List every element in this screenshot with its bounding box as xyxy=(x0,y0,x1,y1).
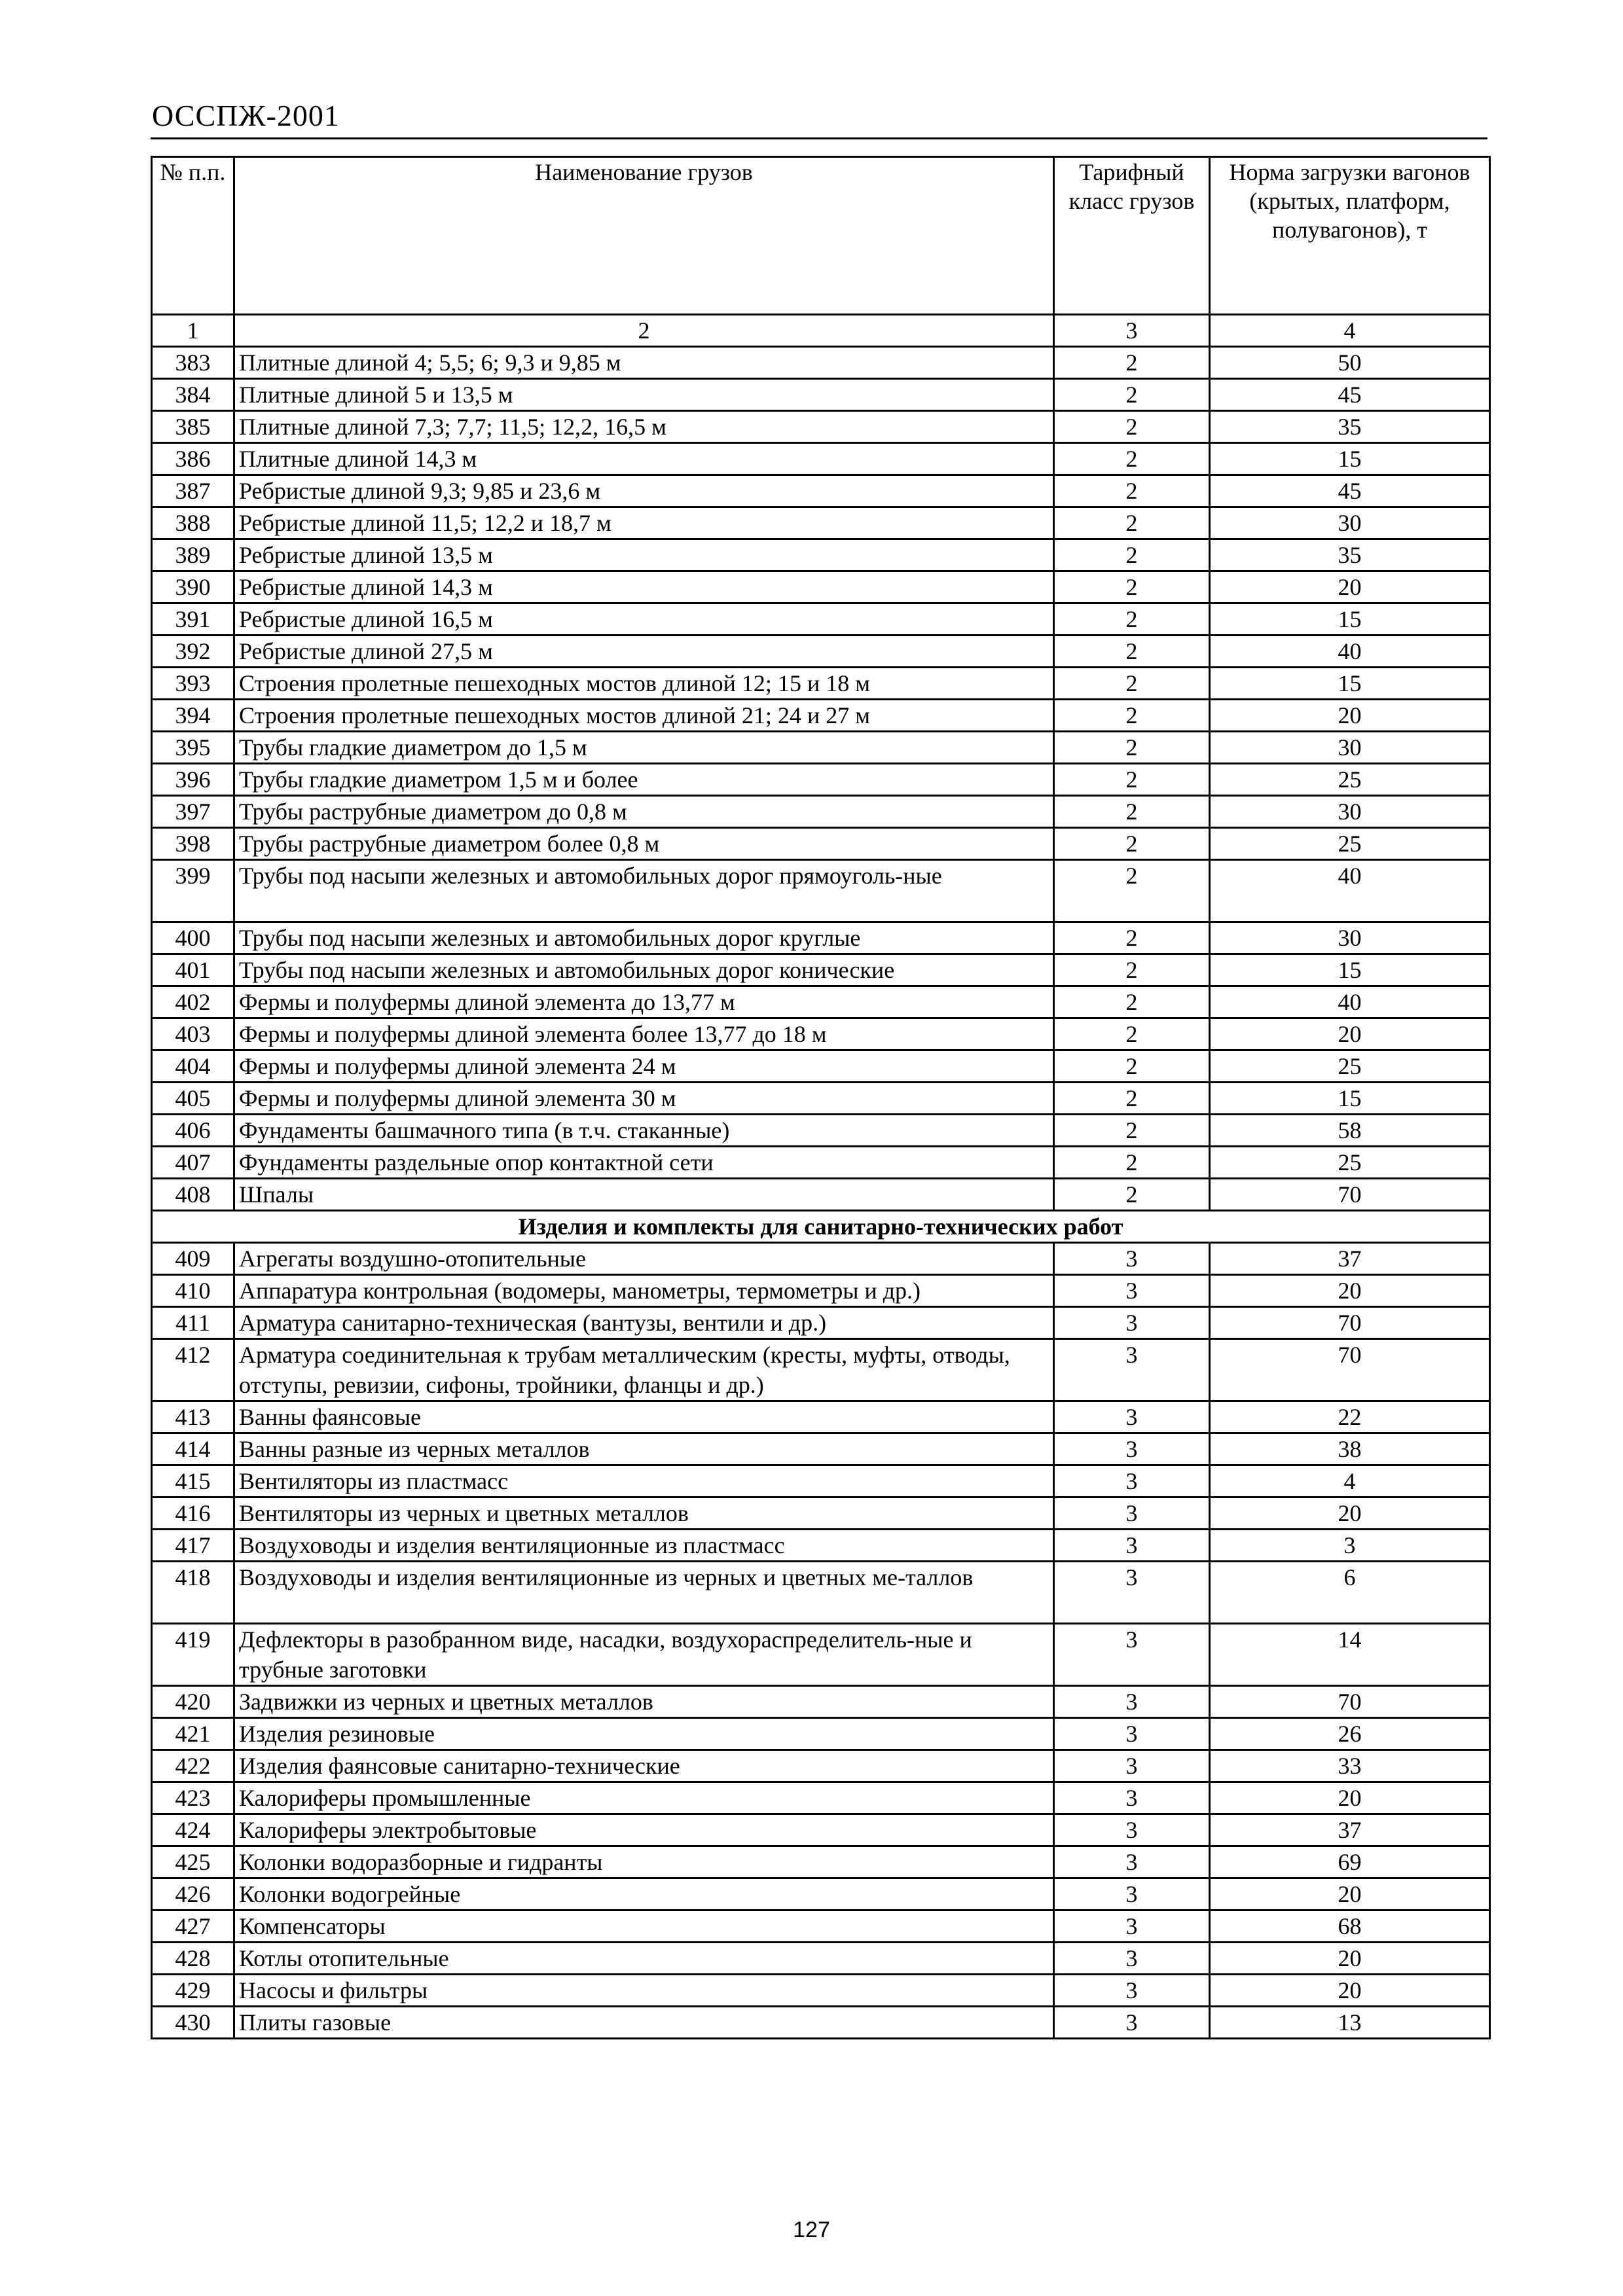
cargo-name-cell: Фермы и полуфермы длиной элемента 30 м xyxy=(234,1083,1054,1115)
row-number-cell: 421 xyxy=(152,1718,234,1750)
table-row xyxy=(152,539,1490,571)
tariff-class-cell: 2 xyxy=(1054,1115,1210,1147)
table-row xyxy=(152,1782,1490,1814)
row-number-cell: 424 xyxy=(152,1814,234,1846)
row-number-cell: 398 xyxy=(152,828,234,860)
cargo-name-cell: Аппаратура контрольная (водомеры, манометры, термометры и др.) xyxy=(234,1275,1054,1307)
tariff-class-cell: 2 xyxy=(1054,796,1210,828)
section-header-row xyxy=(152,1211,1490,1243)
column-header-load-norm: Норма загрузки вагонов (крытых, платформ, полувагонов), т xyxy=(1210,157,1490,315)
table-row xyxy=(152,922,1490,954)
cargo-name-cell: Насосы и фильтры xyxy=(234,1975,1054,2007)
row-number-cell: 427 xyxy=(152,1910,234,1943)
row-number-cell: 402 xyxy=(152,986,234,1018)
load-norm-cell: 20 xyxy=(1210,1498,1490,1530)
row-number-cell: 416 xyxy=(152,1498,234,1530)
header-divider xyxy=(151,137,1487,139)
cargo-name-cell: Плиты газовые xyxy=(234,2007,1054,2039)
tariff-class-cell: 2 xyxy=(1054,732,1210,764)
row-number-cell: 414 xyxy=(152,1433,234,1465)
row-number-cell: 390 xyxy=(152,571,234,603)
load-norm-cell: 20 xyxy=(1210,1975,1490,2007)
row-number-cell: 415 xyxy=(152,1465,234,1498)
tariff-class-cell: 2 xyxy=(1054,828,1210,860)
load-norm-cell: 4 xyxy=(1210,1465,1490,1498)
cargo-name-cell: Плитные длиной 4; 5,5; 6; 9,3 и 9,85 м xyxy=(234,347,1054,379)
cargo-name-cell: Котлы отопительные xyxy=(234,1943,1054,1975)
row-number-cell: 409 xyxy=(152,1243,234,1275)
cargo-name-cell: Ребристые длиной 9,3; 9,85 и 23,6 м xyxy=(234,475,1054,507)
tariff-class-cell: 2 xyxy=(1054,636,1210,668)
load-norm-cell: 15 xyxy=(1210,954,1490,986)
table-row xyxy=(152,1814,1490,1846)
cargo-name-cell: Фермы и полуфермы длиной элемента 24 м xyxy=(234,1050,1054,1083)
tariff-class-cell: 3 xyxy=(1054,1878,1210,1910)
tariff-class-cell: 3 xyxy=(1054,1750,1210,1782)
tariff-class-cell: 2 xyxy=(1054,700,1210,732)
row-number-cell: 393 xyxy=(152,668,234,700)
row-number-cell: 420 xyxy=(152,1686,234,1718)
tariff-class-cell: 2 xyxy=(1054,379,1210,411)
cargo-name-cell: Задвижки из черных и цветных металлов xyxy=(234,1686,1054,1718)
row-number-cell: 387 xyxy=(152,475,234,507)
table-row xyxy=(152,2007,1490,2039)
cargo-name-cell: Колонки водогрейные xyxy=(234,1878,1054,1910)
tariff-class-cell: 2 xyxy=(1054,411,1210,443)
cargo-name-cell: Ребристые длиной 11,5; 12,2 и 18,7 м xyxy=(234,507,1054,539)
cargo-name-cell: Калориферы промышленные xyxy=(234,1782,1054,1814)
cargo-name-cell: Шпалы xyxy=(234,1179,1054,1211)
tariff-class-cell: 2 xyxy=(1054,475,1210,507)
load-norm-cell: 20 xyxy=(1210,1878,1490,1910)
table-row xyxy=(152,796,1490,828)
load-norm-cell: 68 xyxy=(1210,1910,1490,1943)
load-norm-cell: 13 xyxy=(1210,2007,1490,2039)
tariff-class-cell: 3 xyxy=(1054,1624,1210,1686)
table-row xyxy=(152,636,1490,668)
row-number-cell: 407 xyxy=(152,1147,234,1179)
row-number-cell: 405 xyxy=(152,1083,234,1115)
table-row xyxy=(152,668,1490,700)
row-number-cell: 429 xyxy=(152,1975,234,2007)
row-number-cell: 403 xyxy=(152,1018,234,1050)
cargo-name-cell: Фундаменты раздельные опор контактной сети xyxy=(234,1147,1054,1179)
row-number-cell: 391 xyxy=(152,603,234,636)
load-norm-cell: 70 xyxy=(1210,1686,1490,1718)
row-number-cell: 426 xyxy=(152,1878,234,1910)
cargo-name-cell: Трубы раструбные диаметром более 0,8 м xyxy=(234,828,1054,860)
table-row xyxy=(152,1083,1490,1115)
document-code: ОССПЖ-2001 xyxy=(152,99,340,132)
column-index-cell: 3 xyxy=(1054,315,1210,347)
load-norm-cell: 3 xyxy=(1210,1530,1490,1562)
load-norm-cell: 25 xyxy=(1210,1147,1490,1179)
cargo-name-cell: Ребристые длиной 27,5 м xyxy=(234,636,1054,668)
load-norm-cell: 33 xyxy=(1210,1750,1490,1782)
table-row xyxy=(152,764,1490,796)
table-row xyxy=(152,1018,1490,1050)
tariff-class-cell: 3 xyxy=(1054,1686,1210,1718)
table-row xyxy=(152,1433,1490,1465)
column-header-number: № п.п. xyxy=(152,157,234,315)
load-norm-cell: 40 xyxy=(1210,986,1490,1018)
load-norm-cell: 30 xyxy=(1210,922,1490,954)
cargo-name-cell: Фермы и полуфермы длиной элемента более 13,77 до 18 м xyxy=(234,1018,1054,1050)
cargo-name-cell: Воздуховоды и изделия вентиляционные из пластмасс xyxy=(234,1530,1054,1562)
table-row xyxy=(152,732,1490,764)
tariff-class-cell: 2 xyxy=(1054,668,1210,700)
table-row xyxy=(152,1243,1490,1275)
tariff-class-cell: 2 xyxy=(1054,539,1210,571)
table-row xyxy=(152,1718,1490,1750)
load-norm-cell: 20 xyxy=(1210,1018,1490,1050)
tariff-class-cell: 3 xyxy=(1054,1943,1210,1975)
tariff-class-cell: 3 xyxy=(1054,1243,1210,1275)
column-index-cell: 4 xyxy=(1210,315,1490,347)
table-row xyxy=(152,828,1490,860)
cargo-name-cell: Калориферы электробытовые xyxy=(234,1814,1054,1846)
load-norm-cell: 15 xyxy=(1210,443,1490,475)
cargo-name-cell: Ванны фаянсовые xyxy=(234,1401,1054,1433)
load-norm-cell: 35 xyxy=(1210,411,1490,443)
table-row xyxy=(152,571,1490,603)
load-norm-cell: 20 xyxy=(1210,1782,1490,1814)
cargo-name-cell: Фермы и полуфермы длиной элемента до 13,77 м xyxy=(234,986,1054,1018)
cargo-name-cell: Воздуховоды и изделия вентиляционные из черных и цветных ме-таллов xyxy=(234,1562,1054,1624)
table-row xyxy=(152,379,1490,411)
table-row xyxy=(152,1339,1490,1401)
cargo-name-cell: Колонки водоразборные и гидранты xyxy=(234,1846,1054,1878)
row-number-cell: 384 xyxy=(152,379,234,411)
row-number-cell: 425 xyxy=(152,1846,234,1878)
cargo-name-cell: Трубы под насыпи железных и автомобильных дорог круглые xyxy=(234,922,1054,954)
table-row xyxy=(152,1750,1490,1782)
table-row xyxy=(152,860,1490,922)
cargo-name-cell: Ребристые длиной 13,5 м xyxy=(234,539,1054,571)
tariff-class-cell: 2 xyxy=(1054,954,1210,986)
load-norm-cell: 6 xyxy=(1210,1562,1490,1624)
cargo-name-cell: Трубы раструбные диаметром до 0,8 м xyxy=(234,796,1054,828)
cargo-name-cell: Ванны разные из черных металлов xyxy=(234,1433,1054,1465)
table-row xyxy=(152,1878,1490,1910)
tariff-class-cell: 2 xyxy=(1054,571,1210,603)
load-norm-cell: 30 xyxy=(1210,732,1490,764)
load-norm-cell: 40 xyxy=(1210,860,1490,922)
table-row xyxy=(152,411,1490,443)
cargo-name-cell: Трубы под насыпи железных и автомобильных дорог конические xyxy=(234,954,1054,986)
load-norm-cell: 45 xyxy=(1210,475,1490,507)
row-number-cell: 383 xyxy=(152,347,234,379)
table-row xyxy=(152,1975,1490,2007)
row-number-cell: 413 xyxy=(152,1401,234,1433)
column-header-name: Наименование грузов xyxy=(234,157,1054,315)
load-norm-cell: 15 xyxy=(1210,603,1490,636)
tariff-class-cell: 3 xyxy=(1054,1433,1210,1465)
tariff-class-cell: 2 xyxy=(1054,1018,1210,1050)
table-row xyxy=(152,347,1490,379)
table-row xyxy=(152,1943,1490,1975)
tariff-class-cell: 2 xyxy=(1054,1083,1210,1115)
row-number-cell: 389 xyxy=(152,539,234,571)
load-norm-cell: 25 xyxy=(1210,764,1490,796)
tariff-class-cell: 3 xyxy=(1054,1910,1210,1943)
load-norm-cell: 15 xyxy=(1210,1083,1490,1115)
table-row xyxy=(152,1686,1490,1718)
load-norm-cell: 25 xyxy=(1210,1050,1490,1083)
tariff-class-cell: 3 xyxy=(1054,1782,1210,1814)
load-norm-cell: 37 xyxy=(1210,1243,1490,1275)
tariff-class-cell: 2 xyxy=(1054,860,1210,922)
row-number-cell: 430 xyxy=(152,2007,234,2039)
row-number-cell: 397 xyxy=(152,796,234,828)
table-row xyxy=(152,1846,1490,1878)
load-norm-cell: 40 xyxy=(1210,636,1490,668)
table-row xyxy=(152,1115,1490,1147)
column-index-cell: 1 xyxy=(152,315,234,347)
row-number-cell: 406 xyxy=(152,1115,234,1147)
tariff-class-cell: 2 xyxy=(1054,1050,1210,1083)
load-norm-cell: 14 xyxy=(1210,1624,1490,1686)
row-number-cell: 388 xyxy=(152,507,234,539)
page-number: 127 xyxy=(793,2217,830,2242)
section-title: Изделия и комплекты для санитарно-технических работ xyxy=(152,1211,1490,1243)
table-row xyxy=(152,1147,1490,1179)
table-row xyxy=(152,1275,1490,1307)
tariff-class-cell: 3 xyxy=(1054,1562,1210,1624)
row-number-cell: 417 xyxy=(152,1530,234,1562)
load-norm-cell: 70 xyxy=(1210,1339,1490,1401)
load-norm-cell: 20 xyxy=(1210,700,1490,732)
tariff-class-cell: 2 xyxy=(1054,922,1210,954)
row-number-cell: 418 xyxy=(152,1562,234,1624)
column-index-cell: 2 xyxy=(234,315,1054,347)
row-number-cell: 386 xyxy=(152,443,234,475)
cargo-name-cell: Плитные длиной 14,3 м xyxy=(234,443,1054,475)
cargo-name-cell: Изделия фаянсовые санитарно-технические xyxy=(234,1750,1054,1782)
tariff-class-cell: 2 xyxy=(1054,1179,1210,1211)
load-norm-cell: 45 xyxy=(1210,379,1490,411)
load-norm-cell: 25 xyxy=(1210,828,1490,860)
cargo-name-cell: Вентиляторы из черных и цветных металлов xyxy=(234,1498,1054,1530)
table-row xyxy=(152,603,1490,636)
table-row xyxy=(152,475,1490,507)
row-number-cell: 404 xyxy=(152,1050,234,1083)
cargo-name-cell: Ребристые длиной 14,3 м xyxy=(234,571,1054,603)
tariff-class-cell: 3 xyxy=(1054,1465,1210,1498)
cargo-name-cell: Вентиляторы из пластмасс xyxy=(234,1465,1054,1498)
table-header-row xyxy=(152,157,1490,315)
tariff-class-cell: 3 xyxy=(1054,1814,1210,1846)
row-number-cell: 411 xyxy=(152,1307,234,1339)
row-number-cell: 385 xyxy=(152,411,234,443)
cargo-name-cell: Арматура соединительная к трубам металлическим (кресты, муфты, отводы, отступы, ревизии, сифоны, тройники, фланцы и др.) xyxy=(234,1339,1054,1401)
load-norm-cell: 70 xyxy=(1210,1307,1490,1339)
row-number-cell: 412 xyxy=(152,1339,234,1401)
tariff-class-cell: 3 xyxy=(1054,1498,1210,1530)
row-number-cell: 410 xyxy=(152,1275,234,1307)
tariff-class-cell: 2 xyxy=(1054,764,1210,796)
table-row xyxy=(152,1530,1490,1562)
tariff-class-cell: 3 xyxy=(1054,1846,1210,1878)
tariff-class-cell: 2 xyxy=(1054,507,1210,539)
tariff-class-cell: 3 xyxy=(1054,1975,1210,2007)
table-row xyxy=(152,986,1490,1018)
cargo-name-cell: Строения пролетные пешеходных мостов длиной 12; 15 и 18 м xyxy=(234,668,1054,700)
tariff-class-cell: 2 xyxy=(1054,1147,1210,1179)
table-row xyxy=(152,443,1490,475)
tariff-class-cell: 2 xyxy=(1054,986,1210,1018)
tariff-class-cell: 3 xyxy=(1054,1718,1210,1750)
table-row xyxy=(152,1401,1490,1433)
table-row xyxy=(152,507,1490,539)
row-number-cell: 392 xyxy=(152,636,234,668)
load-norm-cell: 20 xyxy=(1210,1275,1490,1307)
load-norm-cell: 69 xyxy=(1210,1846,1490,1878)
table-row xyxy=(152,954,1490,986)
cargo-name-cell: Ребристые длиной 16,5 м xyxy=(234,603,1054,636)
table-row xyxy=(152,1910,1490,1943)
row-number-cell: 428 xyxy=(152,1943,234,1975)
load-norm-cell: 20 xyxy=(1210,1943,1490,1975)
load-norm-cell: 20 xyxy=(1210,571,1490,603)
load-norm-cell: 30 xyxy=(1210,796,1490,828)
tariff-class-cell: 2 xyxy=(1054,347,1210,379)
tariff-class-cell: 3 xyxy=(1054,1530,1210,1562)
row-number-cell: 422 xyxy=(152,1750,234,1782)
tariff-class-cell: 3 xyxy=(1054,2007,1210,2039)
tariff-class-cell: 3 xyxy=(1054,1275,1210,1307)
table-row xyxy=(152,1562,1490,1624)
row-number-cell: 423 xyxy=(152,1782,234,1814)
row-number-cell: 419 xyxy=(152,1624,234,1686)
load-norm-cell: 22 xyxy=(1210,1401,1490,1433)
load-norm-cell: 15 xyxy=(1210,668,1490,700)
cargo-name-cell: Арматура санитарно-техническая (вантузы, вентили и др.) xyxy=(234,1307,1054,1339)
row-number-cell: 399 xyxy=(152,860,234,922)
row-number-cell: 396 xyxy=(152,764,234,796)
cargo-name-cell: Строения пролетные пешеходных мостов длиной 21; 24 и 27 м xyxy=(234,700,1054,732)
cargo-name-cell: Плитные длиной 7,3; 7,7; 11,5; 12,2, 16,5 м xyxy=(234,411,1054,443)
load-norm-cell: 37 xyxy=(1210,1814,1490,1846)
cargo-name-cell: Трубы гладкие диаметром до 1,5 м xyxy=(234,732,1054,764)
load-norm-cell: 30 xyxy=(1210,507,1490,539)
row-number-cell: 394 xyxy=(152,700,234,732)
table-row xyxy=(152,700,1490,732)
cargo-name-cell: Фундаменты башмачного типа (в т.ч. стаканные) xyxy=(234,1115,1054,1147)
cargo-name-cell: Агрегаты воздушно-отопительные xyxy=(234,1243,1054,1275)
cargo-name-cell: Плитные длиной 5 и 13,5 м xyxy=(234,379,1054,411)
row-number-cell: 395 xyxy=(152,732,234,764)
table-row xyxy=(152,1624,1490,1686)
table-row xyxy=(152,1179,1490,1211)
tariff-class-cell: 3 xyxy=(1054,1401,1210,1433)
load-norm-cell: 38 xyxy=(1210,1433,1490,1465)
cargo-name-cell: Дефлекторы в разобранном виде, насадки, воздухораспределитель-ные и трубные заготовки xyxy=(234,1624,1054,1686)
cargo-name-cell: Изделия резиновые xyxy=(234,1718,1054,1750)
row-number-cell: 401 xyxy=(152,954,234,986)
load-norm-cell: 50 xyxy=(1210,347,1490,379)
load-norm-cell: 58 xyxy=(1210,1115,1490,1147)
column-index-row xyxy=(152,315,1490,347)
tariff-class-cell: 3 xyxy=(1054,1307,1210,1339)
cargo-name-cell: Трубы под насыпи железных и автомобильных дорог прямоуголь-ные xyxy=(234,860,1054,922)
table-row xyxy=(152,1307,1490,1339)
table-row xyxy=(152,1465,1490,1498)
table-row xyxy=(152,1498,1490,1530)
column-header-tariff-class: Тарифный класс грузов xyxy=(1054,157,1210,315)
cargo-name-cell: Компенсаторы xyxy=(234,1910,1054,1943)
load-norm-cell: 70 xyxy=(1210,1179,1490,1211)
tariff-class-cell: 3 xyxy=(1054,1339,1210,1401)
load-norm-cell: 26 xyxy=(1210,1718,1490,1750)
row-number-cell: 400 xyxy=(152,922,234,954)
cargo-table xyxy=(151,156,1491,2039)
row-number-cell: 408 xyxy=(152,1179,234,1211)
load-norm-cell: 35 xyxy=(1210,539,1490,571)
table-row xyxy=(152,1050,1490,1083)
tariff-class-cell: 2 xyxy=(1054,443,1210,475)
tariff-class-cell: 2 xyxy=(1054,603,1210,636)
cargo-name-cell: Трубы гладкие диаметром 1,5 м и более xyxy=(234,764,1054,796)
